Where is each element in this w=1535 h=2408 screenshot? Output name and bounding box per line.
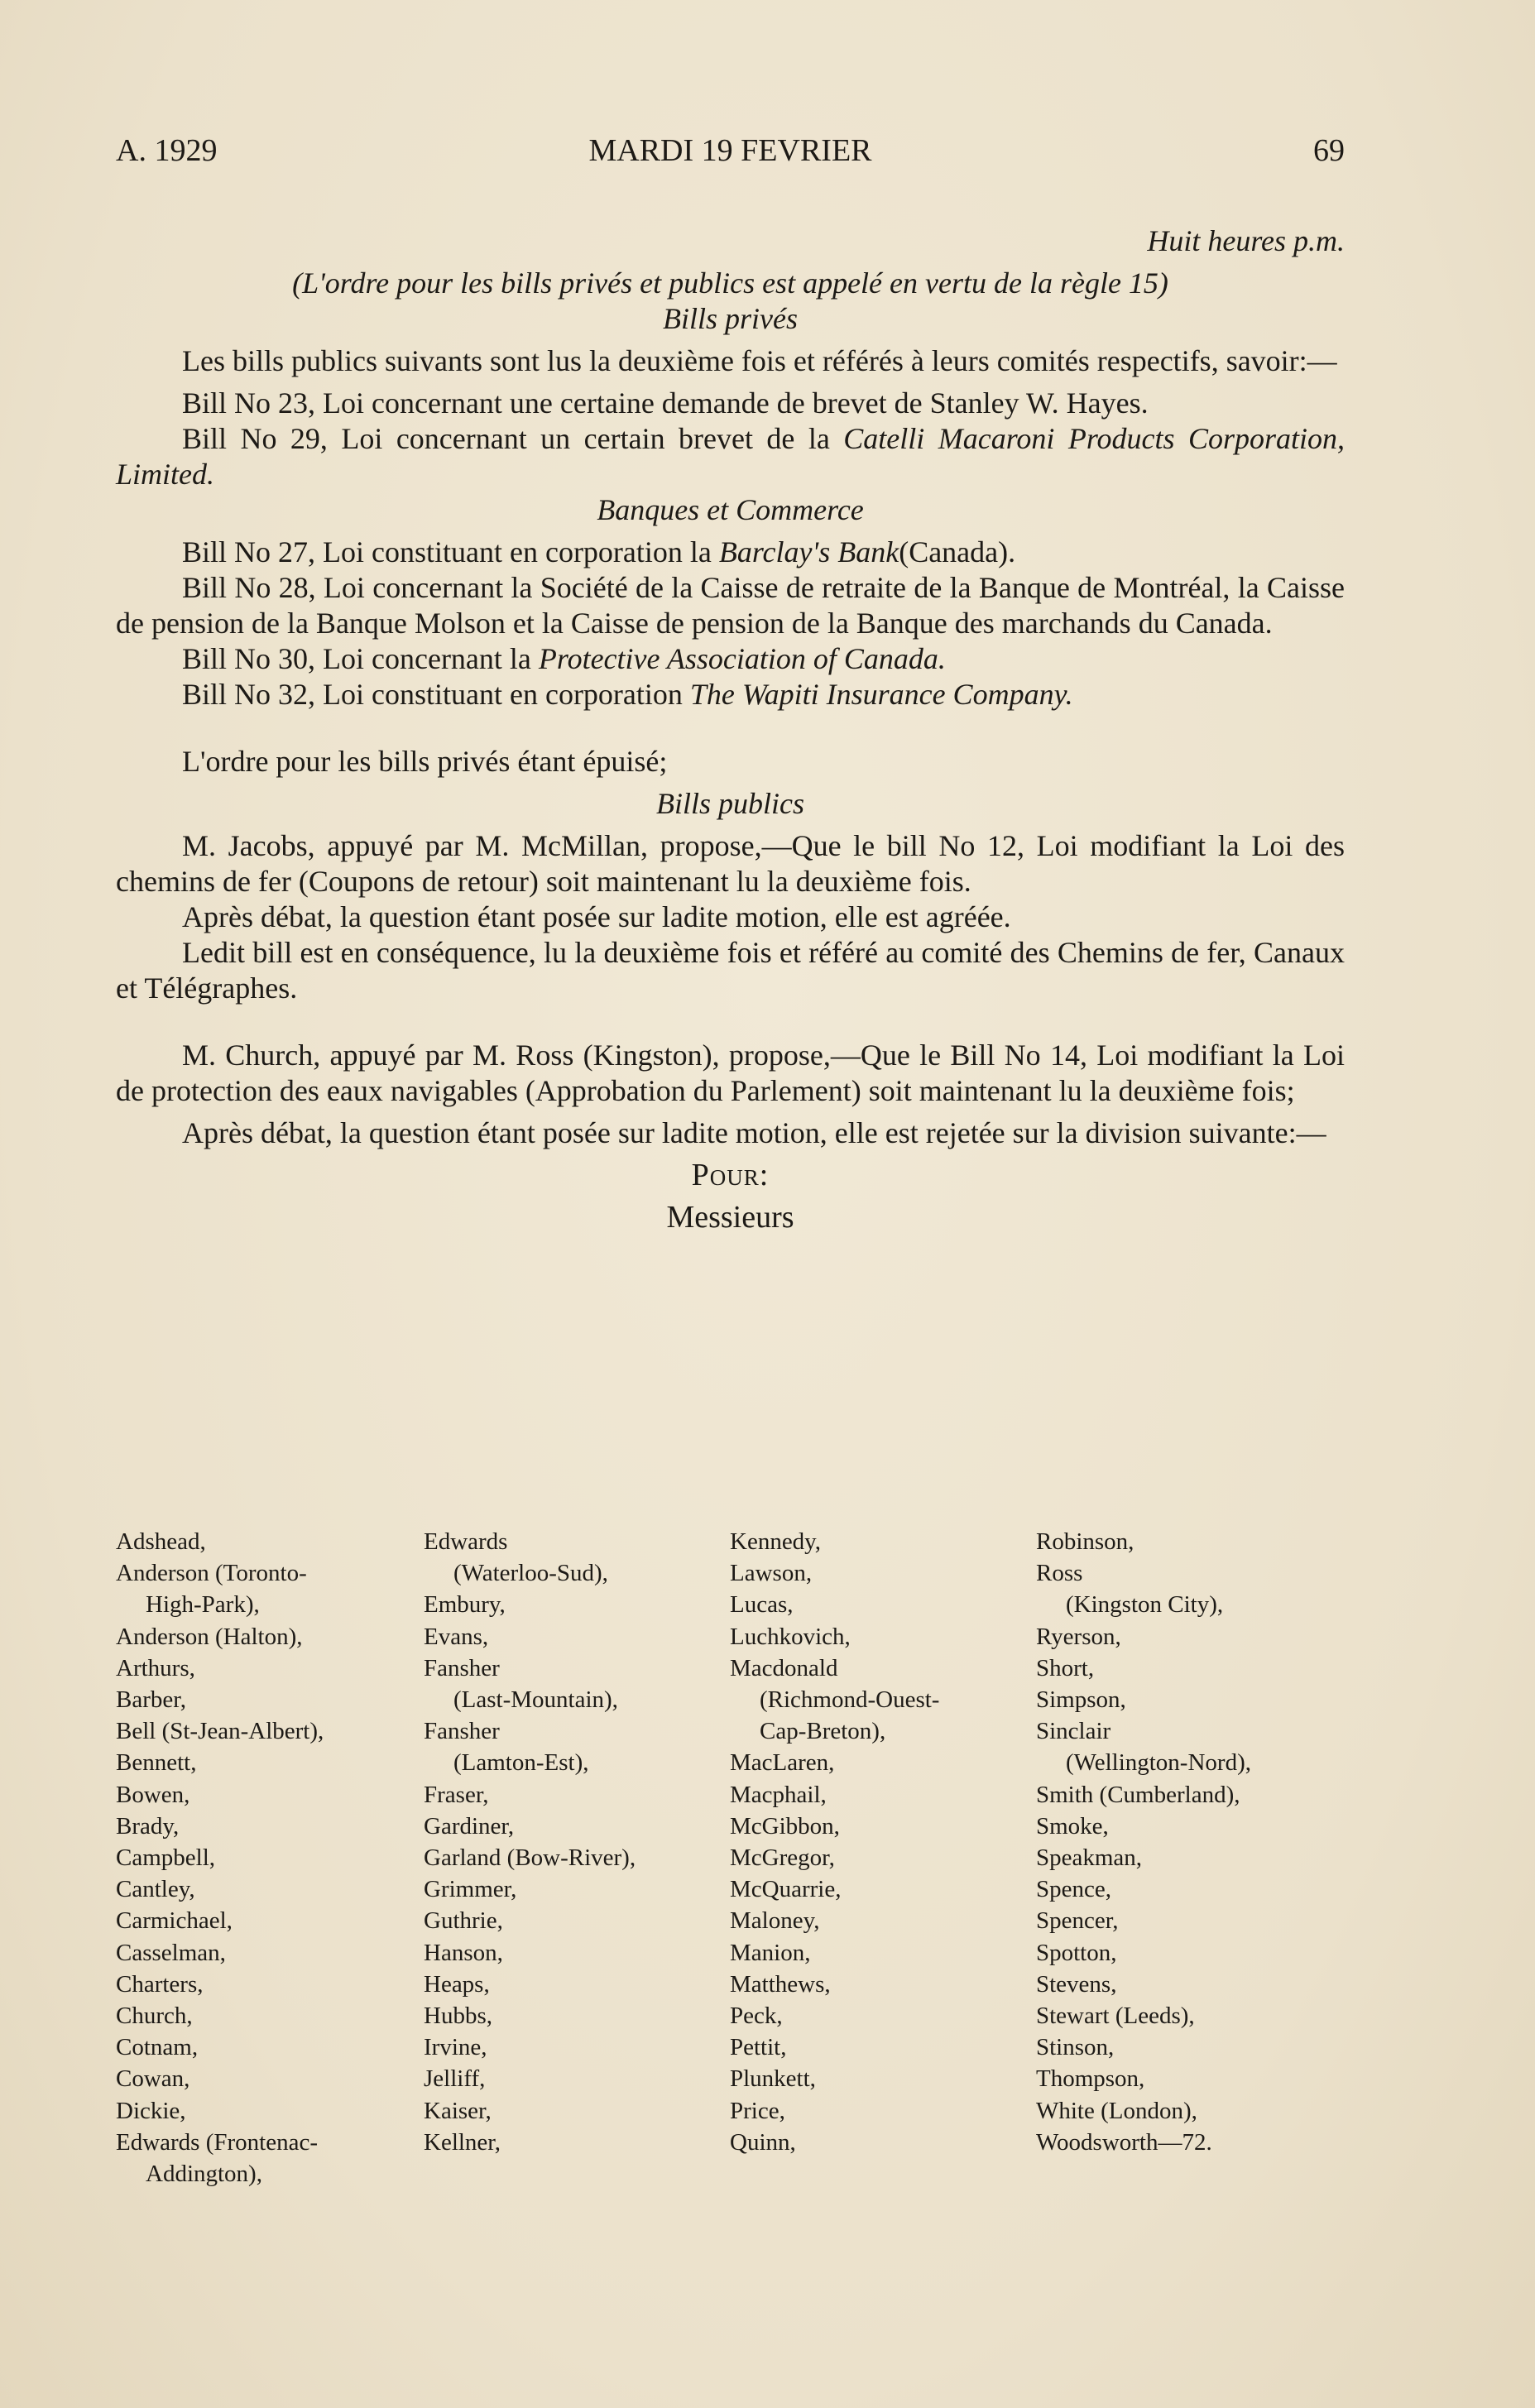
motion-jacobs: M. Jacobs, appuyé par M. McMillan, propose,—Que le bill No 12, Loi modifiant la Loi des chemins de fer (Coupons de retour) soit maintenant lu la deuxième fois. (116, 829, 1345, 898)
member-name: Smoke, (1036, 1812, 1109, 1840)
member-name: Charters, (116, 1970, 204, 1998)
bill-27-suffix: (Canada). (899, 535, 1016, 568)
name-column-2 (424, 1526, 730, 2158)
member-name: Edwards (424, 1528, 508, 1555)
member-name: Spencer, (1036, 1907, 1119, 1935)
member-name: (Kingston City), (1066, 1591, 1224, 1619)
member-name: Luchkovich, (730, 1623, 851, 1650)
bill-27 (116, 535, 1345, 570)
page-header (116, 132, 1345, 182)
member-name: Sinclair (1036, 1718, 1111, 1745)
member-name: McGibbon, (730, 1812, 840, 1840)
member-name: Stinson, (1036, 2034, 1115, 2061)
page-body (116, 223, 1345, 1235)
member-name: Fraser, (424, 1781, 489, 1808)
bill-29-company: Catelli Macaroni Products Corporation, Limited. (116, 422, 1345, 491)
member-name: Spotton, (1036, 1939, 1117, 1966)
header-date: MARDI 19 FEVRIER (588, 133, 872, 168)
bill-27-bank: Barclay's Bank (718, 535, 899, 568)
member-name: Short, (1036, 1654, 1095, 1681)
member-name: Adshead, (116, 1528, 206, 1555)
bill-32 (116, 677, 1345, 712)
bill-30-text: Bill No 30, Loi concernant la (182, 642, 539, 675)
member-name: Barber, (116, 1686, 186, 1714)
bill-32-text: Bill No 32, Loi constituant en corporation (182, 678, 690, 711)
private-intro: Les bills publics suivants sont lus la deuxième fois et référés à leurs comités respectifs, savoir:— (182, 344, 1337, 377)
member-name: Stevens, (1036, 1970, 1117, 1998)
member-name: Irvine, (424, 2034, 487, 2061)
member-name: Price, (730, 2097, 785, 2124)
member-name: Anderson (Toronto- (116, 1560, 307, 1587)
member-name: Kennedy, (730, 1528, 822, 1555)
vote-subheading: Messieurs (666, 1200, 794, 1235)
member-name: Lawson, (730, 1560, 813, 1587)
bill-29-text: Bill No 29, Loi concernant un certain brevet de la (182, 422, 844, 455)
member-name: Plunkett, (730, 2065, 816, 2093)
member-name: Arthurs, (116, 1654, 195, 1681)
time-line: Huit heures p.m. (1147, 224, 1345, 257)
motion-church: M. Church, appuyé par M. Ross (Kingston), propose,—Que le Bill No 14, Loi modifiant la Loi de protection des eaux navigables (Approbation du Parlement) soit maintenant lu la deuxième fois; (116, 1039, 1345, 1107)
member-name: Stewart (Leeds), (1036, 2003, 1195, 2030)
member-name: (Wellington-Nord), (1066, 1749, 1251, 1777)
bill-27-text: Bill No 27, Loi constituant en corporation la (182, 535, 719, 568)
member-name: McGregor, (730, 1844, 835, 1872)
jacobs-result: Après débat, la question étant posée sur ladite motion, elle est agréée. (182, 900, 1011, 933)
name-column-3 (730, 1526, 1036, 2158)
member-name: Hanson, (424, 1939, 503, 1966)
member-name: Jelliff, (424, 2065, 486, 2093)
page-number: 69 (1313, 133, 1345, 168)
name-column-1 (116, 1526, 414, 2190)
member-name: Simpson, (1036, 1686, 1126, 1714)
member-name: Manion, (730, 1939, 811, 1966)
bill-29 (116, 421, 1345, 492)
member-name: Cowan, (116, 2065, 190, 2093)
member-name: Kaiser, (424, 2097, 492, 2124)
member-name: Cantley, (116, 1876, 195, 1903)
member-name: MacLaren, (730, 1749, 835, 1777)
member-name: Ryerson, (1036, 1623, 1121, 1650)
bill-30-association: Protective Association of Canada. (538, 642, 946, 675)
member-name: Casselman, (116, 1939, 226, 1966)
member-name: Guthrie, (424, 1907, 503, 1935)
section-public-bills: Bills publics (656, 787, 804, 820)
member-name: Lucas, (730, 1591, 794, 1619)
member-name: Spence, (1036, 1876, 1111, 1903)
bill-30 (116, 641, 1345, 677)
member-name: Bennett, (116, 1749, 197, 1777)
bill-28: Bill No 28, Loi concernant la Société de la Caisse de retraite de la Banque de Montréal, la Caisse de pension de la Banque Molson et la Caisse de pension de la Banque des marchands du Canada. (116, 571, 1345, 640)
member-name: (Waterloo-Sud), (453, 1560, 608, 1587)
header-year: A. 1929 (116, 133, 218, 168)
jacobs-referral: Ledit bill est en conséquence, lu la deuxième fois et référé au comité des Chemins de fer, Canaux et Télégraphes. (116, 936, 1345, 1005)
member-name: (Richmond-Ouest- (760, 1686, 940, 1714)
member-name: Embury, (424, 1591, 506, 1619)
member-name: Peck, (730, 2003, 783, 2030)
member-name: Fansher (424, 1654, 500, 1681)
member-name: Fansher (424, 1718, 500, 1745)
member-name: Heaps, (424, 1970, 490, 1998)
member-name: White (London), (1036, 2097, 1197, 2124)
bill-32-company: The Wapiti Insurance Company. (689, 678, 1073, 711)
member-name: Evans, (424, 1623, 489, 1650)
member-name: (Lamton-Est), (453, 1749, 589, 1777)
name-column-4 (1036, 1526, 1345, 2158)
member-name: Pettit, (730, 2034, 787, 2061)
member-name: Speakman, (1036, 1844, 1143, 1872)
member-name: Woodsworth—72. (1036, 2128, 1212, 2156)
member-name: Quinn, (730, 2128, 796, 2156)
bill-23: Bill No 23, Loi concernant une certaine demande de brevet de Stanley W. Hayes. (182, 386, 1149, 420)
member-name: Matthews, (730, 1970, 831, 1998)
section-banks-commerce: Banques et Commerce (597, 493, 864, 526)
member-name: Maloney, (730, 1907, 820, 1935)
member-name: Bell (St-Jean-Albert), (116, 1718, 324, 1745)
member-name: Cap-Breton), (760, 1718, 886, 1745)
section-private-bills: Bills privés (663, 302, 798, 335)
member-name: Thompson, (1036, 2065, 1145, 2093)
member-name: Ross (1036, 1560, 1083, 1587)
member-name: Smith (Cumberland), (1036, 1781, 1240, 1808)
member-name: Macdonald (730, 1654, 838, 1681)
member-name: Hubbs, (424, 2003, 492, 2030)
member-name: Anderson (Halton), (116, 1623, 303, 1650)
member-name: Edwards (Frontenac- (116, 2128, 318, 2156)
member-name: High-Park), (146, 1591, 260, 1619)
member-name: Addington), (146, 2161, 262, 2188)
member-name: (Last-Mountain), (453, 1686, 618, 1714)
order-note: (L'ordre pour les bills privés et publics est appelé en vertu de la règle 15) (292, 266, 1168, 300)
member-name: Church, (116, 2003, 193, 2030)
member-name: Cotnam, (116, 2034, 199, 2061)
member-name: McQuarrie, (730, 1876, 842, 1903)
private-done: L'ordre pour les bills privés étant épuisé; (182, 745, 668, 778)
member-name: Brady, (116, 1812, 180, 1840)
church-result: Après débat, la question étant posée sur ladite motion, elle est rejetée sur la division suivante:— (182, 1116, 1326, 1149)
member-name: Carmichael, (116, 1907, 233, 1935)
member-name: Gardiner, (424, 1812, 515, 1840)
vote-label: Pour: (691, 1158, 770, 1192)
member-name: Garland (Bow-River), (424, 1844, 636, 1872)
member-name: Grimmer, (424, 1876, 517, 1903)
member-name: Macphail, (730, 1781, 827, 1808)
member-name: Robinson, (1036, 1528, 1134, 1555)
member-name: Dickie, (116, 2097, 186, 2124)
member-name: Campbell, (116, 1844, 216, 1872)
member-name: Bowen, (116, 1781, 190, 1808)
member-name: Kellner, (424, 2128, 501, 2156)
